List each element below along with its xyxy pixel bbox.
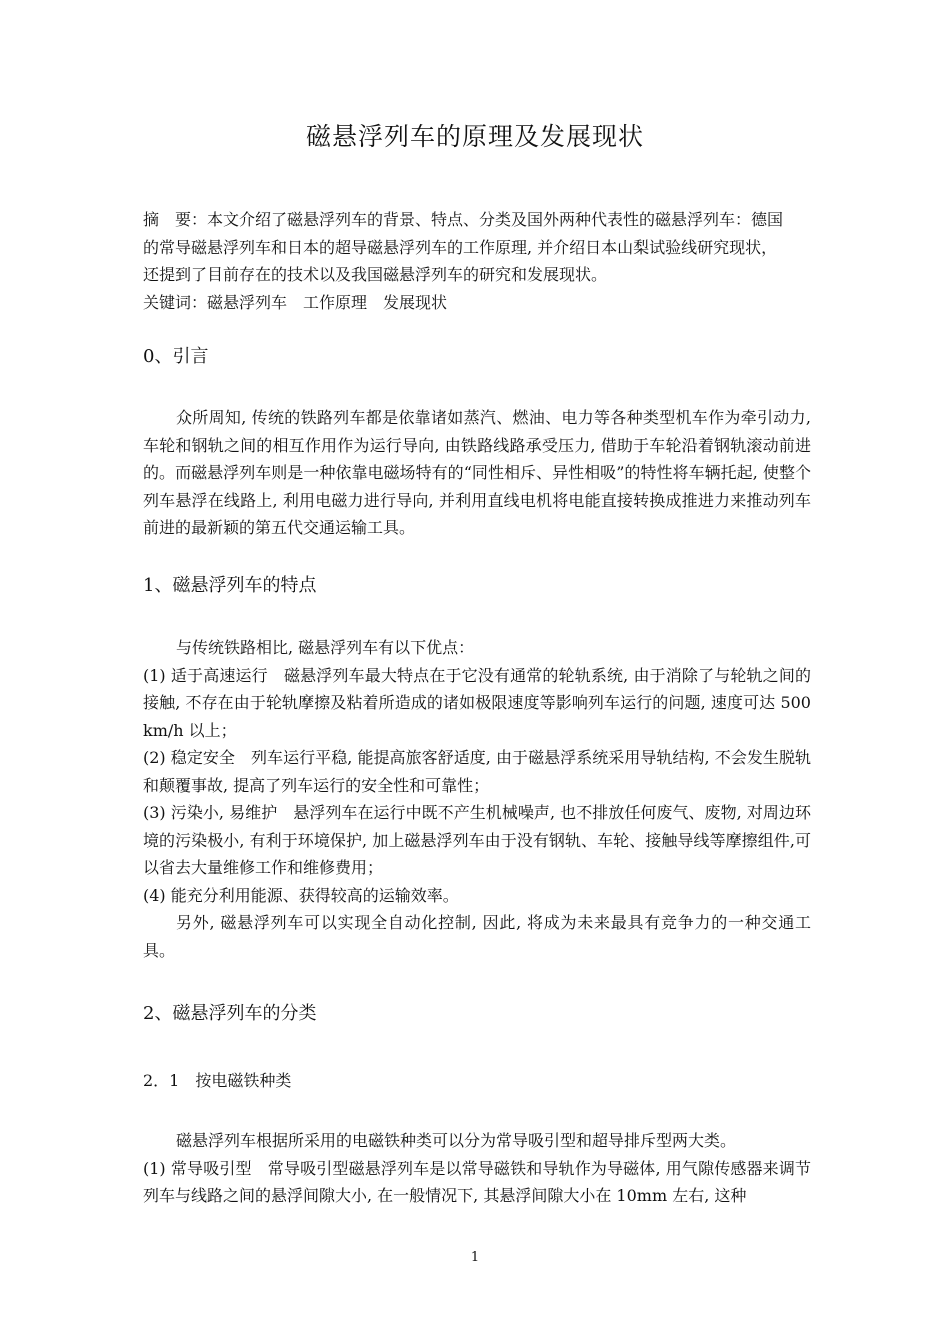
features-closing: 另外, 磁悬浮列车可以实现全自动化控制, 因此, 将成为未来最具有竞争力的一种交通工具。 bbox=[143, 913, 811, 960]
feature-item: (3) 污染小, 易维护 悬浮列车在运行中既不产生机械噪声, 也不排放任何废气、废物, 对周边环境的污染极小, 有利于环境保护, 加上磁悬浮列车由于没有钢轨、车轮、接触导线等摩擦组件,可以省去大量维修工作和维修费用； bbox=[143, 803, 811, 877]
document-title: 磁悬浮列车的原理及发展现状 bbox=[305, 122, 644, 151]
features-intro: 与传统铁路相比, 磁悬浮列车有以下优点： bbox=[176, 638, 475, 657]
abstract-line: 还提到了目前存在的技术以及我国磁悬浮列车的研究和发展现状。 bbox=[143, 265, 608, 284]
intro-paragraph: 众所周知, 传统的铁路列车都是依靠诸如蒸汽、燃油、电力等各种类型机车作为牵引动力, 车轮和钢轨之间的相互作用作为运行导向, 由铁路线路承受压力, 借助于车轮沿着钢轨滚动前进的。而磁悬浮列车则是一种依靠电磁场特有的“同性相斥、异性相吸”的特性将车辆托起, 使整个列车悬浮在线路上, 利用电磁力进行导向, 并利用直线电机将电能直接转换成推进力来推动列车前进的最新颖的第五代交通运输工具。 bbox=[143, 408, 811, 537]
feature-item: (2) 稳定安全 列车运行平稳, 能提高旅客舒适度, 由于磁悬浮系统采用导轨结构, 不会发生脱轨和颠覆事故, 提高了列车运行的安全性和可靠性； bbox=[143, 748, 811, 795]
feature-item: (1) 适于高速运行 磁悬浮列车最大特点在于它没有通常的轮轨系统, 由于消除了与轮轨之间的接触, 不存在由于轮轨摩擦及粘着所造成的诸如极限速度等影响列车运行的问题, 速度可达 500 km/h 以上； bbox=[143, 665, 811, 740]
classification-item: (1) 常导吸引型 常导吸引型磁悬浮列车是以常导磁铁和导轨作为导磁体, 用气隙传感器来调节列车与线路之间的悬浮间隙大小, 在一般情况下, 其悬浮间隙大小在 10mm 左右, 这种 bbox=[143, 1158, 811, 1205]
classification-block bbox=[143, 1127, 811, 1210]
abstract-line: 的常导磁悬浮列车和日本的超导磁悬浮列车的工作原理, 并介绍日本山梨试验线研究现状， bbox=[143, 237, 778, 257]
intro-paragraph-block bbox=[143, 404, 811, 542]
features-block bbox=[143, 634, 811, 964]
subsection-heading: 2．1 按电磁铁种类 bbox=[143, 1071, 292, 1090]
keywords: 关键词：磁悬浮列车 工作原理 发展现状 bbox=[143, 292, 448, 312]
page-number: 1 bbox=[470, 1250, 480, 1265]
section-heading-features: 1、磁悬浮列车的特点 bbox=[143, 575, 317, 596]
section-heading-intro: 0、引言 bbox=[143, 346, 209, 367]
section-heading-classification: 2、磁悬浮列车的分类 bbox=[143, 1003, 317, 1024]
feature-item: (4) 能充分利用能源、获得较高的运输效率。 bbox=[143, 885, 459, 905]
abstract bbox=[143, 206, 811, 316]
abstract-line: 摘 要：本文介绍了磁悬浮列车的背景、特点、分类及国外两种代表性的磁悬浮列车：德国 bbox=[143, 210, 784, 229]
classification-intro: 磁悬浮列车根据所采用的电磁铁种类可以分为常导吸引型和超导排斥型两大类。 bbox=[176, 1131, 737, 1150]
